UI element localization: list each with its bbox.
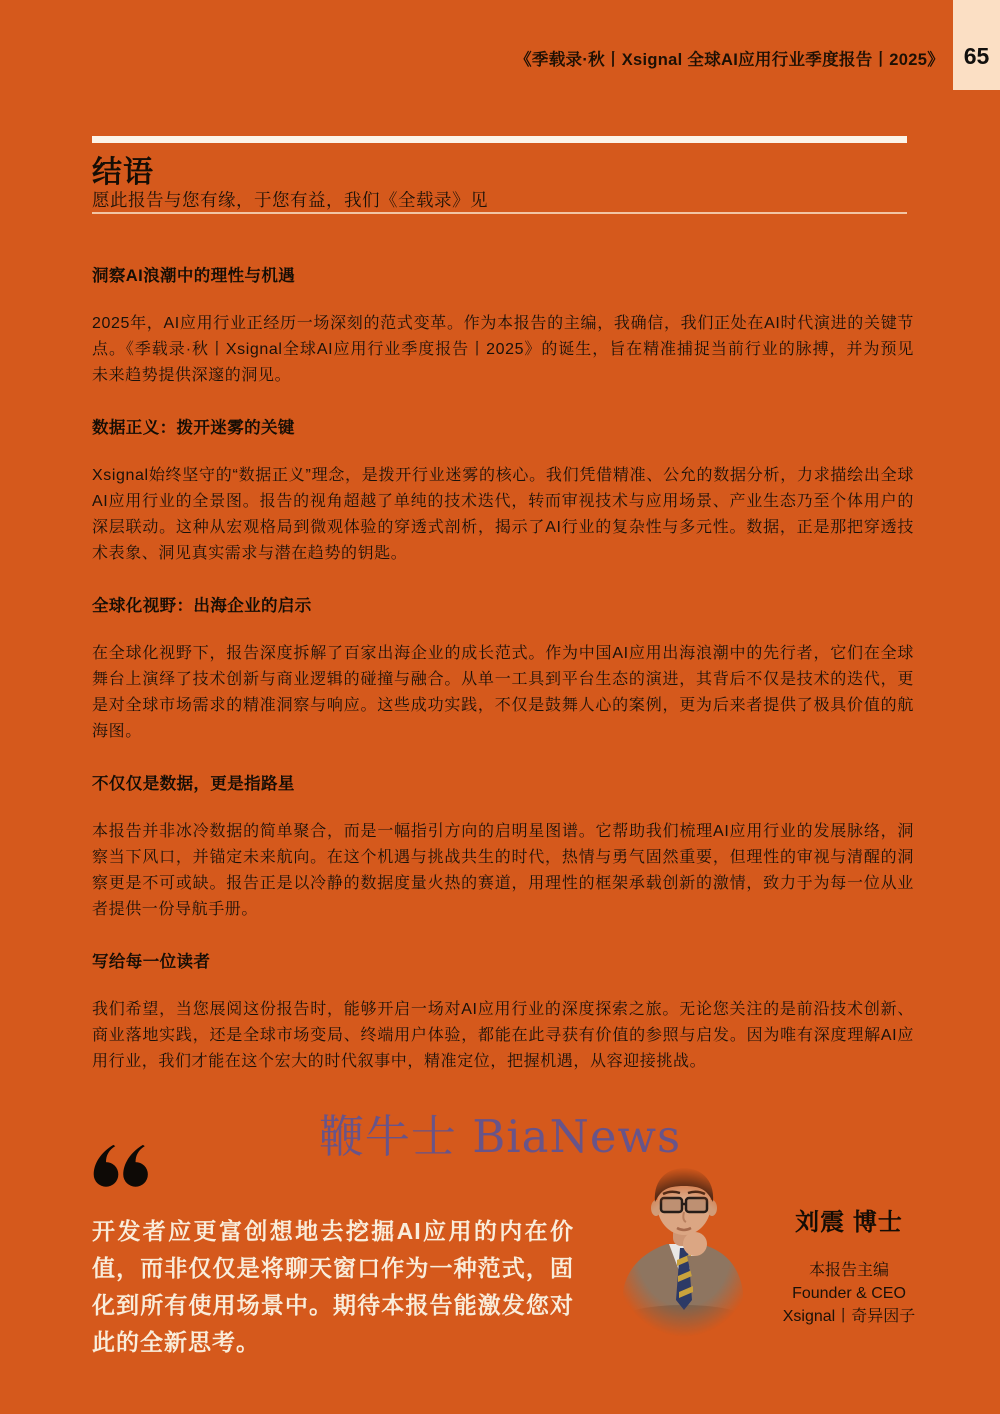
page-title: 结语: [92, 156, 154, 189]
section-global-view: [92, 595, 914, 745]
report-header-title: 《季载录·秋丨Xsignal 全球AI应用行业季度报告丨2025》: [515, 51, 944, 69]
editor-title: Founder & CEO: [792, 1285, 906, 1302]
person-portrait-illustration: [609, 1164, 759, 1340]
section-data-justice: [92, 417, 914, 567]
editor-company: Xsignal丨奇异因子: [782, 1308, 916, 1325]
section-heading: 不仅仅是数据，更是指路星: [92, 775, 295, 793]
section-paragraph: 在全球化视野下，报告深度拆解了百家出海企业的成长范式。作为中国AI应用出海浪潮中的先行者，它们在全球舞台上演绎了技术创新与商业逻辑的碰撞与融合。从单一工具到平台生态的演进，其背后不仅是技术的迭代，更是对全球市场需求的精准洞察与响应。这些成功实践，不仅是鼓舞人心的案例，更为后来者提供了极具价值的航海图。: [92, 645, 914, 740]
page-subtitle: 愿此报告与您有缘，于您有益，我们《全载录》见: [92, 190, 488, 210]
section-paragraph: 我们希望，当您展阅这份报告时，能够开启一场对AI应用行业的深度探索之旅。无论您关注的是前沿技术创新、商业落地实践，还是全球市场变局、终端用户体验，都能在此寻获有价值的参照与启发。因为唯有深度理解AI应用行业，我们才能在这个宏大的时代叙事中，精准定位，把握机遇，从容迎接挑战。: [92, 1001, 914, 1070]
section-heading: 写给每一位读者: [92, 953, 211, 971]
editor-quote: 开发者应更富创想地去挖掘AI应用的内在价值，而非仅仅是将聊天窗口作为一种范式，固化到所有使用场景中。期待本报告能激发您对此的全新思考。: [92, 1218, 574, 1355]
page-number: 65: [963, 43, 990, 69]
editor-role: 本报告主编: [808, 1262, 889, 1279]
page-number-badge: [953, 0, 1000, 90]
section-heading: 全球化视野：出海企业的启示: [92, 597, 312, 615]
editor-info: [740, 1202, 958, 1328]
section-insight: [92, 265, 914, 389]
section-paragraph: 2025年，AI应用行业正经历一场深刻的范式变革。作为本报告的主编，我确信，我们正处在AI时代演进的关键节点。《季载录·秋丨Xsignal全球AI应用行业季度报告丨2025》的诞生，旨在精准捕捉当前行业的脉搏，并为预见未来趋势提供深邃的洞见。: [92, 315, 914, 384]
section-paragraph: 本报告并非冰冷数据的简单聚合，而是一幅指引方向的启明星图谱。它帮助我们梳理AI应用行业的发展脉络，洞察当下风口，并锚定未来航向。在这个机遇与挑战共生的时代，热情与勇气固然重要，但理性的审视与清醒的洞察更是不可或缺。报告正是以冷静的数据度量火热的赛道，用理性的框架承载创新的激情，致力于为每一位从业者提供一份导航手册。: [92, 823, 914, 918]
editor-name: 刘震 博士: [795, 1209, 903, 1236]
watermark-bianews: 鞭牛士 BiaNews: [318, 1110, 682, 1163]
title-top-rule: [92, 136, 907, 143]
section-heading: 数据正义：拨开迷雾的关键: [92, 419, 295, 437]
quote-marks-icon: [90, 1143, 154, 1191]
body-sections: [92, 265, 914, 1103]
section-paragraph: Xsignal始终坚守的“数据正义”理念，是拨开行业迷雾的核心。我们凭借精准、公允的数据分析，力求描绘出全球AI应用行业的全景图。报告的视角超越了单纯的技术迭代，转而审视技术与应用场景、产业生态乃至个体用户的深层联动。这种从宏观格局到微观体验的穿透式剖析，揭示了AI行业的复杂性与多元性。数据，正是那把穿透技术表象、洞见真实需求与潜在趋势的钥匙。: [92, 467, 914, 562]
section-guiding-star: [92, 773, 914, 923]
editor-photo: [609, 1164, 759, 1340]
section-heading: 洞察AI浪潮中的理性与机遇: [92, 267, 296, 285]
section-to-readers: [92, 951, 914, 1075]
subtitle-bottom-rule: [92, 212, 907, 214]
